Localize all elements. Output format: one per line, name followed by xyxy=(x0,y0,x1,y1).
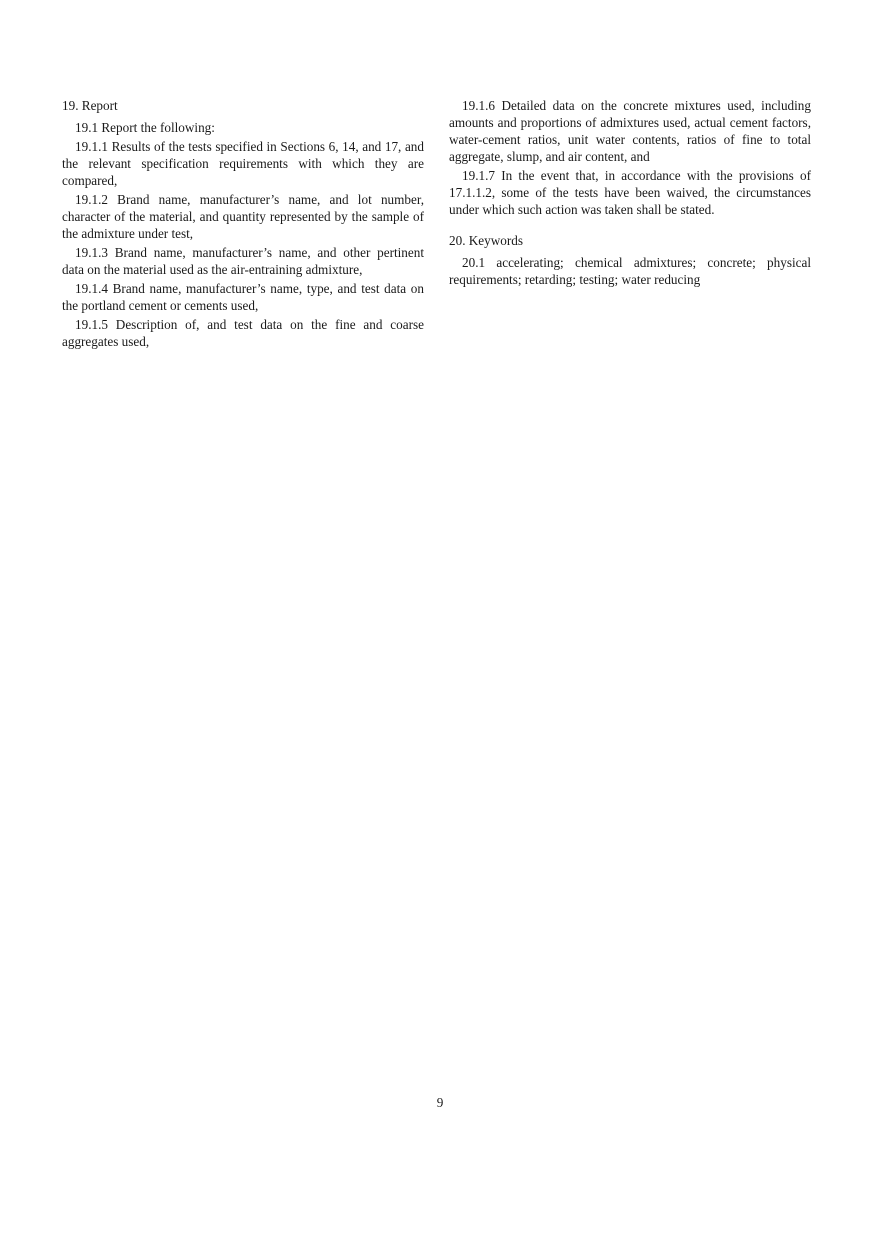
page-number: 9 xyxy=(436,1095,444,1110)
paragraph-19-1: 19.1 Report the following: xyxy=(75,120,215,135)
paragraph-19-1-5: 19.1.5 Description of, and test data on the fine and coarse aggregates used, xyxy=(62,317,424,349)
left-column xyxy=(62,97,424,352)
paragraph-19-1-3: 19.1.3 Brand name, manufacturer’s name, and other pertinent data on the material used as the air-entraining admixture, xyxy=(62,245,424,277)
paragraph-19-1-4: 19.1.4 Brand name, manufacturer’s name, type, and test data on the portland cement or cements used, xyxy=(62,281,424,313)
section-heading-keywords: 20. Keywords xyxy=(449,233,523,248)
paragraph-19-1-6: 19.1.6 Detailed data on the concrete mixtures used, including amounts and proportions of admixtures used, actual cement factors, water-cement ratios, unit water contents, ratios of fine to total aggregate, slump, and air content, and xyxy=(449,98,811,164)
paragraph-20-1: 20.1 accelerating; chemical admixtures; concrete; physical requirements; retarding; testing; water reducing xyxy=(449,255,811,287)
right-column xyxy=(449,97,811,290)
paragraph-19-1-2: 19.1.2 Brand name, manufacturer’s name, and lot number, character of the material, and quantity represented by the sample of the admixture under test, xyxy=(62,192,424,241)
section-heading-report: 19. Report xyxy=(62,98,118,113)
paragraph-19-1-1: 19.1.1 Results of the tests specified in Sections 6, 14, and 17, and the relevant specification requirements with which they are compared, xyxy=(62,139,424,188)
paragraph-19-1-7: 19.1.7 In the event that, in accordance with the provisions of 17.1.1.2, some of the tests have been waived, the circumstances under which such action was taken shall be stated. xyxy=(449,168,811,217)
